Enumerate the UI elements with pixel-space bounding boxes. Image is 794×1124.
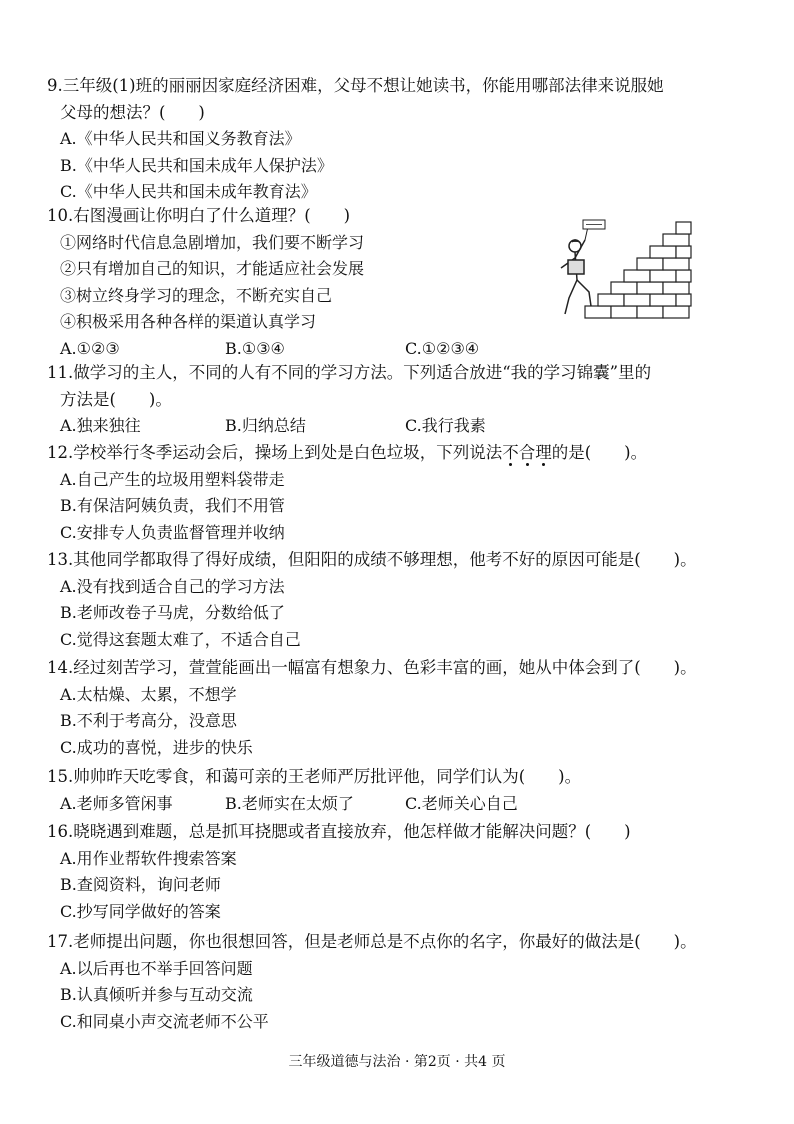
question-17-option-a: A.以后再也不举手回答问题 (60, 958, 253, 978)
question-10-statement-3: ③树立终身学习的理念，不断充实自己 (60, 285, 333, 305)
question-10-option-b: B.①③④ (225, 338, 285, 358)
question-10-stem: 10.右图漫画让你明白了什么道理？( ) (47, 206, 351, 225)
question-10-option-c: C.①②③④ (405, 338, 480, 358)
question-10-options (47, 336, 747, 363)
question-16-option-a: A.用作业帮软件搜索答案 (60, 848, 237, 868)
question-11-stem-line2: 方法是( )。 (60, 389, 172, 409)
question-12-option-c: C.安排专人负责监督管理并收纳 (60, 522, 285, 542)
question-11 (47, 360, 747, 440)
question-14-option-c: C.成功的喜悦，进步的快乐 (60, 737, 253, 757)
question-16 (47, 819, 747, 925)
question-14-option-b: B.不利于考高分，没意思 (60, 711, 237, 730)
question-11-option-c: C.我行我素 (405, 416, 486, 435)
question-10-statement-4: ④积极采用各种各样的渠道认真学习 (60, 312, 317, 331)
question-11-option-b: B.归纳总结 (225, 416, 306, 435)
question-16-option-b: B.查阅资料，询问老师 (60, 875, 221, 894)
question-12-stem-prefix: 12.学校举行冬季运动会后，操场上到处是白色垃圾，下列说法 (47, 443, 503, 462)
question-15-option-c: C.老师关心自己 (405, 793, 518, 813)
question-15-stem: 15.帅帅昨天吃零食，和蔼可亲的王老师严厉批评他，同学们认为( )。 (47, 767, 582, 786)
question-16-option-c: C.抄写同学做好的答案 (60, 901, 221, 921)
question-12-stem (47, 440, 747, 467)
question-12-emphasis-char-1: 不 (502, 443, 519, 462)
staircase-comic-illustration (545, 218, 695, 330)
question-11-option-a: A.独来独往 (60, 416, 141, 435)
question-12 (47, 440, 747, 546)
page-footer: 三年级道德与法治 · 第2页 · 共4 页 (288, 1054, 506, 1070)
question-9 (47, 73, 747, 206)
question-14-stem: 14.经过刻苦学习，萱萱能画出一幅富有想象力、色彩丰富的画，她从中体会到了( )。 (47, 658, 697, 677)
question-10-statement-2: ②只有增加自己的知识，才能适应社会发展 (60, 259, 365, 278)
question-15-option-a: A.老师多管闲事 (60, 793, 173, 813)
question-15-option-b: B.老师实在太烦了 (225, 793, 354, 813)
question-9-option-c: C.《中华人民共和国未成年教育法》 (60, 182, 317, 201)
question-9-stem-line1: 9.三年级(1)班的丽丽因家庭经济困难，父母不想让她读书，你能用哪部法律来说服她 (47, 76, 664, 95)
question-9-stem-line2: 父母的想法？( ) (60, 102, 205, 122)
question-17-option-c: C.和同桌小声交流老师不公平 (60, 1011, 269, 1031)
question-14 (47, 655, 747, 761)
question-12-option-a: A.自己产生的垃圾用塑料袋带走 (60, 469, 285, 489)
question-17-option-b: B.认真倾听并参与互动交流 (60, 985, 253, 1004)
question-15 (47, 764, 747, 817)
question-13-stem: 13.其他同学都取得了得好成绩，但阳阳的成绩不够理想，他考不好的原因可能是( )。 (47, 550, 697, 569)
question-13 (47, 547, 747, 653)
question-10-option-a: A.①②③ (60, 338, 120, 358)
question-11-options (47, 413, 747, 440)
question-17-stem: 17.老师提出问题，你也很想回答，但是老师总是不点你的名字，你最好的做法是( )。 (47, 932, 697, 951)
question-10-statement-1: ①网络时代信息急剧增加，我们要不断学习 (60, 232, 365, 252)
question-15-options (47, 791, 747, 818)
question-13-option-a: A.没有找到适合自己的学习方法 (60, 576, 285, 596)
question-14-option-a: A.太枯燥、太累，不想学 (60, 684, 237, 704)
question-13-option-b: B.老师改卷子马虎，分数给低了 (60, 603, 285, 622)
question-12-stem-suffix: 的是( )。 (551, 443, 648, 462)
question-12-emphasis-char-2: 合 (518, 443, 536, 462)
question-17 (47, 929, 747, 1035)
question-9-option-a: A.《中华人民共和国义务教育法》 (60, 129, 301, 148)
climber-figure-icon (561, 240, 591, 314)
question-11-stem-line1: 11.做学习的主人，不同的人有不同的学习方法。下列适合放进“我的学习锦囊”里的 (47, 363, 652, 382)
question-9-option-b: B.《中华人民共和国未成年人保护法》 (60, 155, 333, 175)
question-16-stem: 16.晓晓遇到难题，总是抓耳挠腮或者直接放弃，他怎样做才能解决问题？( ) (47, 822, 631, 841)
question-13-option-c: C.觉得这套题太难了，不适合自己 (60, 629, 301, 649)
question-12-emphasis-char-3: 理 (535, 443, 552, 462)
question-12-option-b: B.有保洁阿姨负责，我们不用管 (60, 496, 285, 515)
